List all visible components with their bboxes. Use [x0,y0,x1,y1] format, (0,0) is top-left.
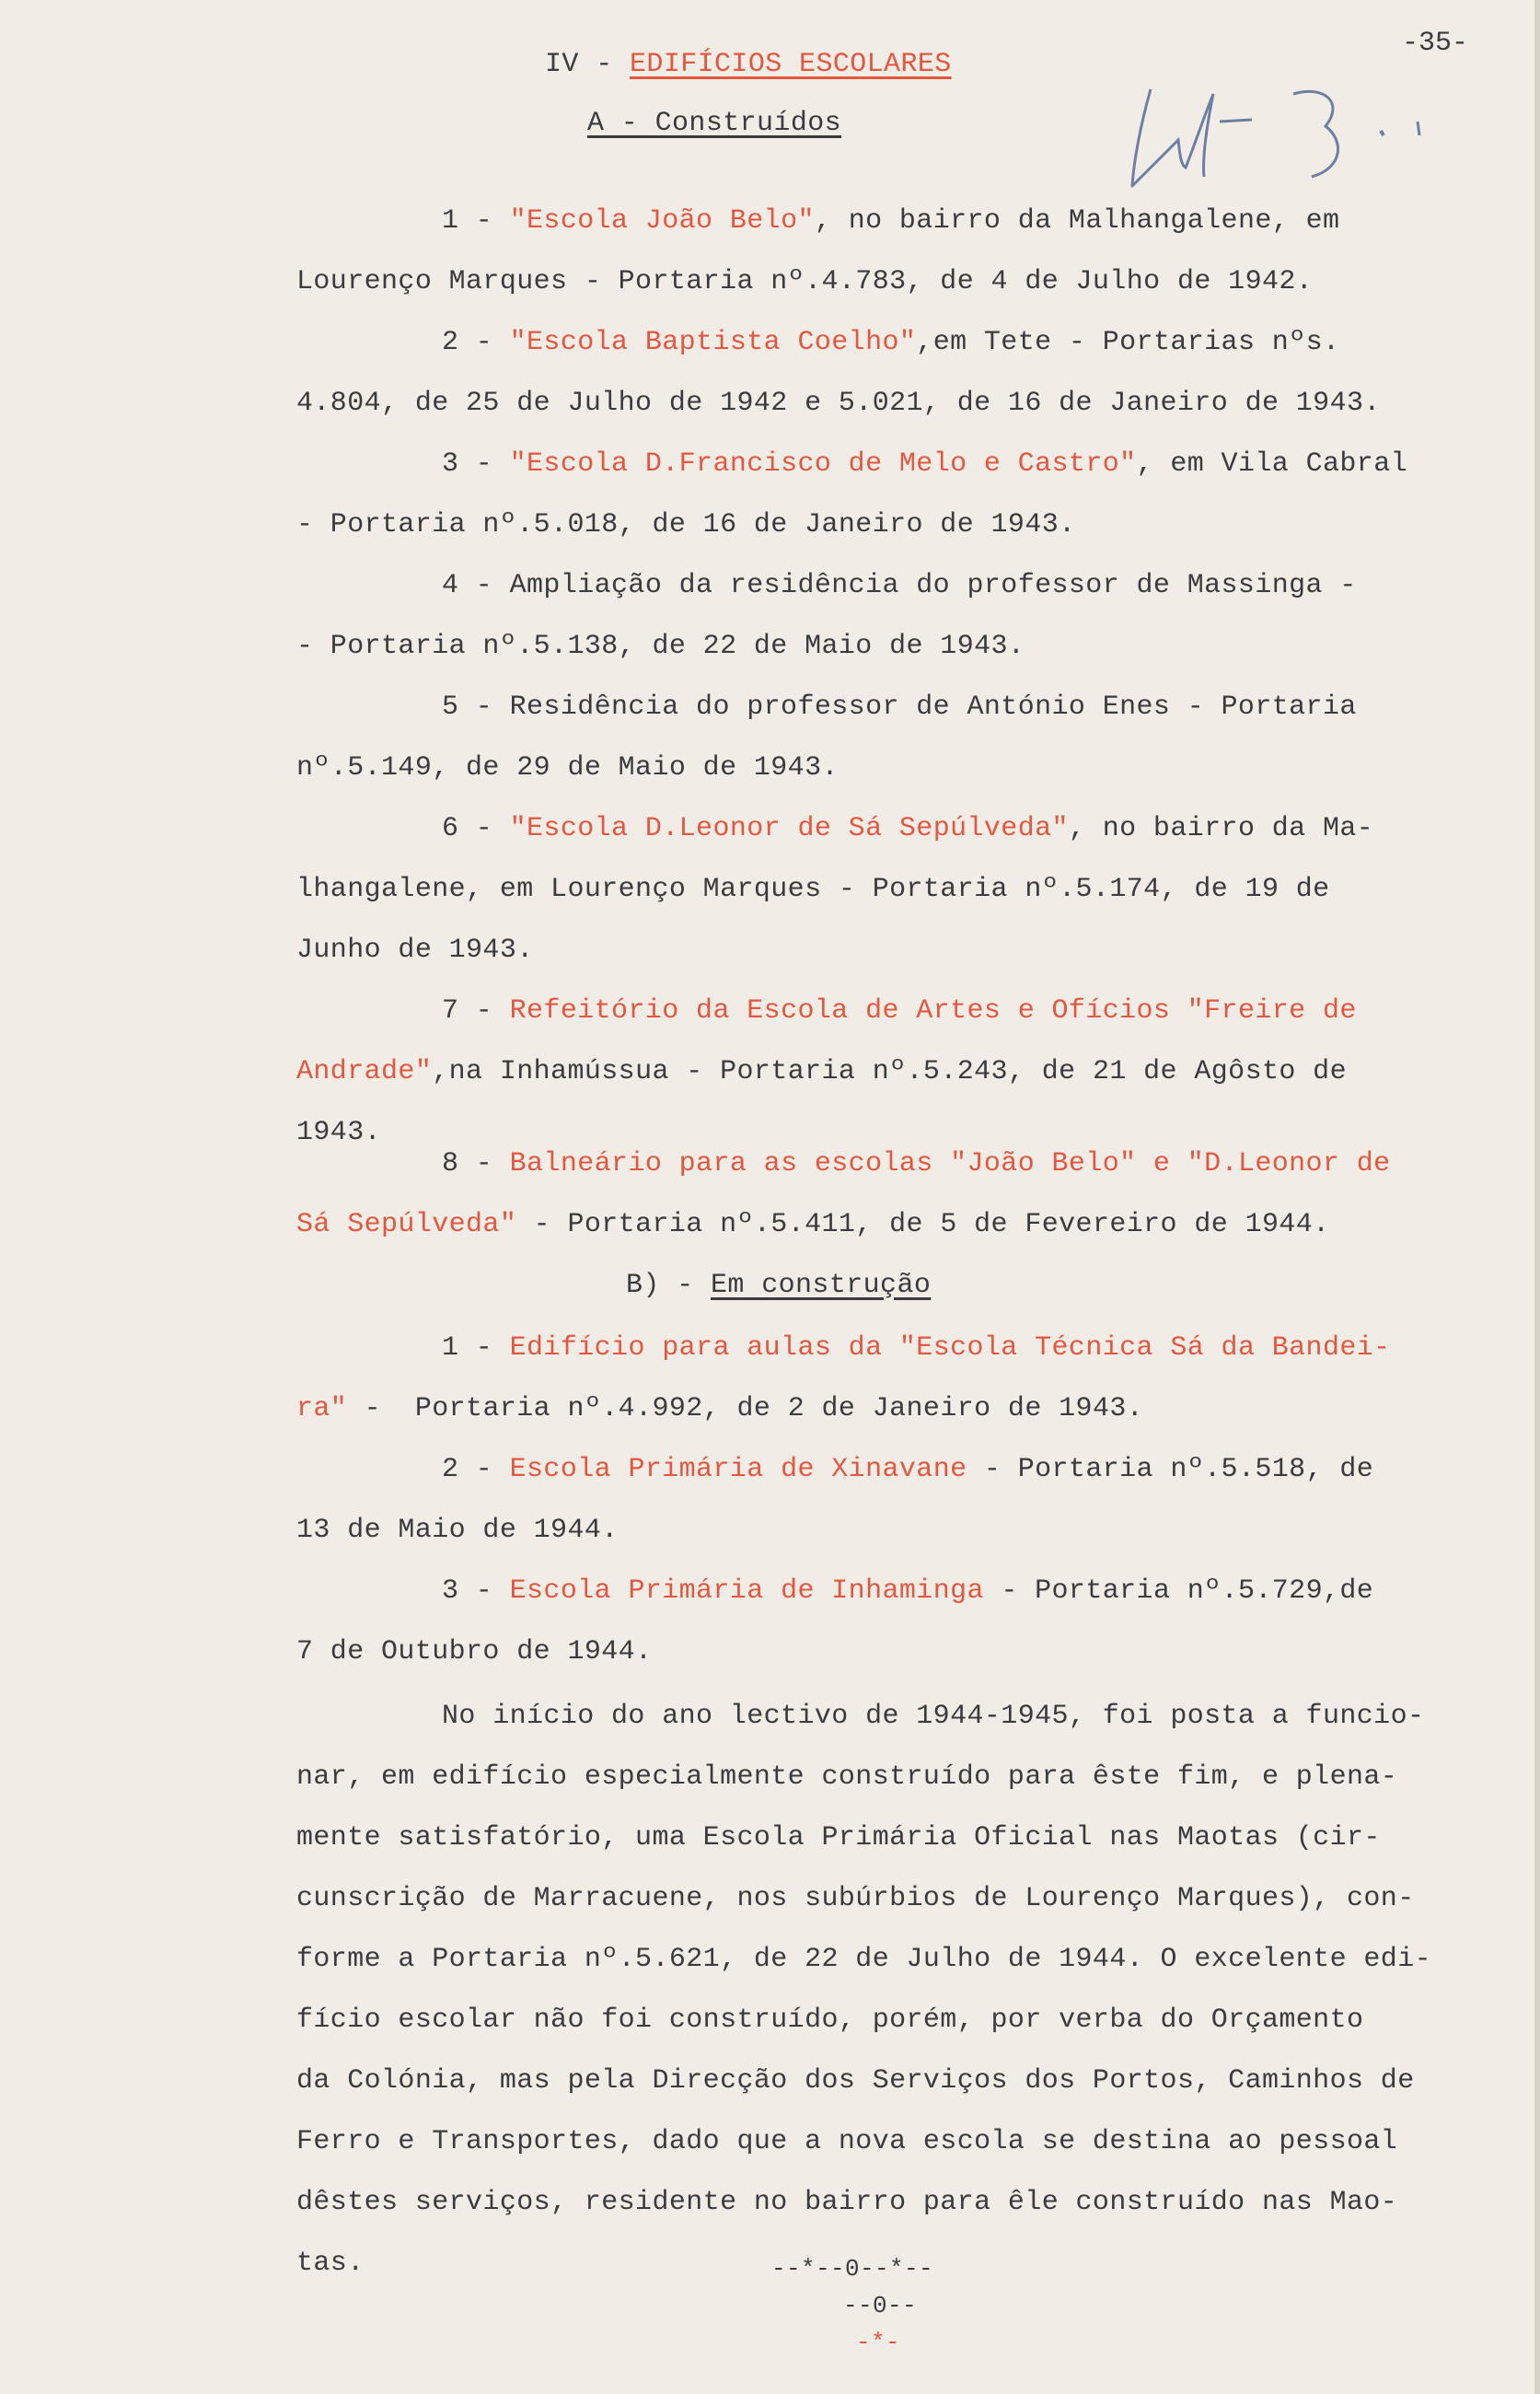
closing-ornament-2: --0-- [843,2292,918,2319]
paragraph-line: cunscrição de Marracuene, nos subúrbios de Lourenço Marques), con- [296,1883,1415,1914]
text-line: lhangalene, em Lourenço Marques - Portaria nº.5.174, de 19 de [296,874,1330,905]
section-title: IV - EDIFÍCIOS ESCOLARES [545,49,952,80]
paragraph-line: tas. [296,2248,365,2279]
list-a-item-4: 4 - Ampliação da residência do professor de Massinga - [442,570,1357,601]
text-line: Sá Sepúlveda" - Portaria nº.5.411, de 5 de Fevereiro de 1944. [296,1209,1330,1240]
list-b-item-2: 2 - Escola Primária de Xinavane - Portaria nº.5.518, de [442,1454,1374,1485]
text-line: Junho de 1943. [296,935,534,966]
text-line: - Portaria nº.5.018, de 16 de Janeiro de 1943. [296,509,1076,540]
paragraph-line: da Colónia, mas pela Direcção dos Serviços dos Portos, Caminhos de [296,2065,1415,2097]
list-a-item-5: 5 - Residência do professor de António Enes - Portaria [442,691,1357,723]
closing-ornament-3: -*- [856,2329,901,2356]
list-a-item-8: 8 - Balneário para as escolas "João Belo" e "D.Leonor de [442,1148,1391,1180]
list-b-item-3: 3 - Escola Primária de Inhaminga - Portaria nº.5.729,de [442,1575,1374,1607]
paragraph-line: forme a Portaria nº.5.621, de 22 de Julho de 1944. O excelente edi- [296,1944,1431,1975]
text-line: 1943. [296,1117,382,1148]
paragraph-line: No início do ano lectivo de 1944-1945, foi posta a funcio- [442,1701,1425,1732]
section-title-text: EDIFÍCIOS ESCOLARES [630,49,952,80]
text-line: 13 de Maio de 1944. [296,1515,619,1546]
text-line: Lourenço Marques - Portaria nº.4.783, de 4 de Julho de 1942. [296,266,1314,297]
list-a-item-6: 6 - "Escola D.Leonor de Sá Sepúlveda", no bairro da Ma- [442,813,1374,844]
text-line: - Portaria nº.5.138, de 22 de Maio de 1943. [296,631,1025,662]
page-number: -35- [1402,28,1469,59]
page-edge [1534,0,1540,2394]
paragraph-line: mente satisfatório, uma Escola Primária Oficial nas Maotas (cir- [296,1822,1381,1854]
text-line: Andrade",na Inhamússua - Portaria nº.5.243, de 21 de Agôsto de [296,1056,1347,1087]
list-b-item-1: 1 - Edifício para aulas da "Escola Técnica Sá da Bandei- [442,1332,1391,1364]
text-line: 7 de Outubro de 1944. [296,1636,653,1668]
paragraph-line: Ferro e Transportes, dado que a nova escola se destina ao pessoal [296,2126,1398,2157]
list-a-item-3: 3 - "Escola D.Francisco de Melo e Castro", em Vila Cabral [442,448,1407,480]
text-line: ra" - Portaria nº.4.992, de 2 de Janeiro de 1943. [296,1393,1144,1424]
text-line: nº.5.149, de 29 de Maio de 1943. [296,752,839,784]
subsection-b-heading: B) - Em construção [626,1270,932,1301]
list-a-item-1: 1 - "Escola João Belo", no bairro da Malhangalene, em [442,205,1340,237]
paragraph-line: nar, em edifício especialmente construído para êste fim, e plena- [296,1761,1398,1793]
paragraph-line: dêstes serviços, residente no bairro para êle construído nas Mao- [296,2187,1398,2218]
text-line: 4.804, de 25 de Julho de 1942 e 5.021, de 16 de Janeiro de 1943. [296,388,1381,419]
paragraph-line: fício escolar não foi construído, porém, por verba do Orçamento [296,2005,1364,2036]
closing-ornament-1: --*--0--*-- [771,2255,934,2283]
list-a-item-2: 2 - "Escola Baptista Coelho",em Tete - Portarias nºs. [442,327,1340,358]
subsection-a-heading: A - Construídos [587,108,842,139]
handwritten-signature [1114,57,1482,218]
list-a-item-7: 7 - Refeitório da Escola de Artes e Ofícios "Freire de [442,995,1357,1027]
